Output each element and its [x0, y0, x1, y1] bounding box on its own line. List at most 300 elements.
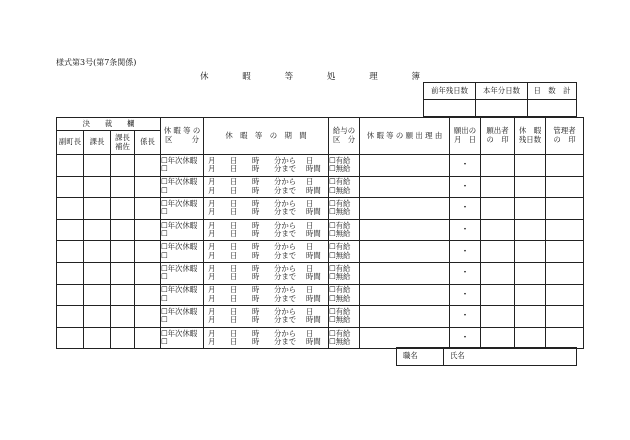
period-to-unit: 時間: [306, 293, 321, 303]
pay-type-cell[interactable]: [329, 306, 360, 328]
remaining-days-header-line1: 休 暇: [518, 126, 542, 136]
leave-type-cell[interactable]: [161, 198, 204, 220]
paid-checkbox[interactable]: ☐有給: [329, 285, 351, 295]
deputy-mayor-seal-cell[interactable]: [57, 262, 84, 284]
title-char: 簿: [411, 72, 420, 82]
period-from-unit: 日: [306, 263, 314, 273]
remaining-days-cell[interactable]: [515, 241, 546, 263]
period-from-unit: 時: [252, 155, 260, 165]
period-to-unit: 月: [208, 185, 216, 195]
table-row: [57, 155, 584, 177]
pay-type-cell[interactable]: [329, 176, 360, 198]
applicant-seal-cell[interactable]: [481, 198, 515, 220]
period-from-unit: 月: [208, 285, 216, 295]
group-chief-seal-cell[interactable]: [135, 306, 161, 328]
unpaid-checkbox[interactable]: ☐無給: [329, 315, 351, 325]
period-to-unit: 分まで: [274, 164, 297, 174]
section-chief-seal-cell[interactable]: [84, 306, 111, 328]
period-to-unit: 日: [230, 315, 238, 325]
leave-type-cell[interactable]: [161, 176, 204, 198]
applied-date-header: [450, 118, 481, 155]
assistant-chief-seal-cell[interactable]: [111, 198, 135, 220]
pay-type-header-line2: 区 分: [332, 135, 356, 144]
period-from-unit: 時: [252, 328, 260, 338]
manager-seal-header-line1: 管理者: [553, 126, 576, 136]
leave-type-cell[interactable]: [161, 306, 204, 328]
period-from-unit: 時: [252, 285, 260, 295]
period-from-unit: 月: [208, 242, 216, 252]
applicant-seal-header-line2: の 印: [486, 135, 509, 144]
period-from-unit: 日: [306, 220, 314, 230]
section-chief-seal-cell[interactable]: [84, 219, 111, 241]
applied-date-cell[interactable]: [450, 284, 481, 306]
prev-year-remaining-value[interactable]: [424, 100, 476, 117]
assistant-chief-seal-cell[interactable]: [111, 306, 135, 328]
other-leave-checkbox[interactable]: ☐: [161, 250, 168, 260]
deputy-mayor-seal-cell[interactable]: [57, 327, 84, 349]
pay-type-cell[interactable]: [329, 155, 360, 177]
period-to-unit: 日: [230, 229, 238, 239]
applicant-seal-cell[interactable]: [481, 306, 515, 328]
period-from-unit: 日: [230, 306, 238, 316]
position-field[interactable]: [397, 348, 444, 366]
other-leave-checkbox[interactable]: ☐: [161, 293, 168, 303]
period-from-unit: 分から: [274, 328, 297, 338]
date-separator-dot: ・: [460, 160, 470, 171]
applied-date-cell[interactable]: [450, 306, 481, 328]
period-cell[interactable]: [204, 241, 329, 263]
leave-type-cell[interactable]: [161, 262, 204, 284]
other-leave-checkbox[interactable]: ☐: [161, 337, 168, 347]
period-from-unit: 日: [306, 242, 314, 252]
other-leave-checkbox[interactable]: ☐: [161, 185, 168, 195]
manager-seal-header: [546, 118, 584, 155]
period-to-unit: 分まで: [274, 207, 297, 217]
unpaid-checkbox[interactable]: ☐無給: [329, 164, 351, 174]
unpaid-checkbox[interactable]: ☐無給: [329, 185, 351, 195]
period-cell[interactable]: [204, 284, 329, 306]
applied-date-cell[interactable]: [450, 262, 481, 284]
annual-leave-checkbox[interactable]: ☐年次休暇: [161, 328, 198, 338]
period-to-unit: 時: [252, 315, 260, 325]
period-to-unit: 時間: [306, 315, 321, 325]
period-to-unit: 日: [230, 185, 238, 195]
period-from-unit: 時: [252, 198, 260, 208]
unpaid-checkbox[interactable]: ☐無給: [329, 229, 351, 239]
period-cell[interactable]: [204, 262, 329, 284]
period-from-unit: 日: [306, 328, 314, 338]
applied-date-cell[interactable]: [450, 155, 481, 177]
period-to-unit: 時間: [306, 207, 321, 217]
remaining-days-cell[interactable]: [515, 155, 546, 177]
period-from-unit: 分から: [274, 285, 297, 295]
applicant-seal-cell[interactable]: [481, 219, 515, 241]
this-year-days-value[interactable]: [476, 100, 528, 117]
title-char: 等: [284, 72, 294, 82]
deputy-mayor-header: 副町長: [57, 131, 84, 155]
annual-leave-checkbox[interactable]: ☐年次休暇: [161, 285, 198, 295]
leave-type-header-char2: 分: [191, 135, 199, 144]
date-separator-dot: ・: [460, 246, 470, 257]
period-to-unit: 時: [252, 272, 260, 282]
deputy-mayor-seal-cell[interactable]: [57, 198, 84, 220]
group-chief-seal-cell[interactable]: [135, 327, 161, 349]
period-from-unit: 分から: [274, 263, 297, 273]
total-days-value[interactable]: [528, 100, 577, 117]
period-from-unit: 日: [230, 177, 238, 187]
date-separator-dot: ・: [460, 332, 470, 343]
remaining-days-header: [515, 118, 546, 155]
leave-type-cell[interactable]: [161, 219, 204, 241]
manager-seal-cell[interactable]: [546, 284, 584, 306]
group-chief-seal-cell[interactable]: [135, 284, 161, 306]
applied-date-cell[interactable]: [450, 241, 481, 263]
deputy-mayor-seal-cell[interactable]: [57, 155, 84, 177]
leave-type-cell[interactable]: [161, 241, 204, 263]
period-cell[interactable]: [204, 327, 329, 349]
manager-seal-cell[interactable]: [546, 241, 584, 263]
period-to-unit: 時間: [306, 164, 321, 174]
paid-checkbox[interactable]: ☐有給: [329, 263, 351, 273]
group-chief-seal-cell[interactable]: [135, 155, 161, 177]
assistant-chief-seal-cell[interactable]: [111, 155, 135, 177]
date-separator-dot: ・: [460, 203, 470, 214]
period-from-unit: 分から: [274, 220, 297, 230]
deputy-mayor-seal-cell[interactable]: [57, 241, 84, 263]
table-row: [57, 327, 584, 349]
period-from-unit: 月: [208, 306, 216, 316]
period-header: 休 暇 等 の 期 間: [204, 118, 329, 155]
period-cell[interactable]: [204, 176, 329, 198]
leave-type-header-char1: 区: [165, 135, 173, 144]
reason-cell[interactable]: [360, 241, 450, 263]
period-from-unit: 日: [230, 285, 238, 295]
paid-checkbox[interactable]: ☐有給: [329, 242, 351, 252]
remaining-days-cell[interactable]: [515, 262, 546, 284]
title-char: 休: [200, 72, 209, 82]
pay-type-cell[interactable]: [329, 198, 360, 220]
manager-seal-cell[interactable]: [546, 155, 584, 177]
period-to-unit: 月: [208, 229, 216, 239]
period-to-unit: 日: [230, 207, 238, 217]
group-chief-header: 係長: [135, 131, 161, 155]
pay-type-cell[interactable]: [329, 262, 360, 284]
period-from-unit: 分から: [274, 198, 297, 208]
approval-header: 決 裁 欄: [57, 118, 161, 131]
period-from-unit: 月: [208, 177, 216, 187]
paid-checkbox[interactable]: ☐有給: [329, 328, 351, 338]
section-chief-seal-cell[interactable]: [84, 241, 111, 263]
group-chief-seal-cell[interactable]: [135, 198, 161, 220]
remaining-days-cell[interactable]: [515, 284, 546, 306]
applicant-seal-cell[interactable]: [481, 262, 515, 284]
remaining-days-cell[interactable]: [515, 306, 546, 328]
title-char: 理: [369, 72, 378, 82]
period-from-unit: 分から: [274, 242, 297, 252]
table-row: [57, 198, 584, 220]
title-char: 処: [326, 72, 336, 82]
period-from-unit: 日: [306, 198, 314, 208]
period-to-unit: 分まで: [274, 229, 297, 239]
manager-seal-header-line2: の 印: [553, 135, 576, 144]
applied-date-day: 日: [468, 135, 476, 144]
other-leave-checkbox[interactable]: ☐: [161, 207, 168, 217]
section-chief-seal-cell[interactable]: [84, 327, 111, 349]
period-from-unit: 月: [208, 328, 216, 338]
assistant-chief-seal-cell[interactable]: [111, 241, 135, 263]
period-from-unit: 日: [306, 155, 314, 165]
applied-date-cell[interactable]: [450, 176, 481, 198]
paid-checkbox[interactable]: ☐有給: [329, 220, 351, 230]
applied-date-header-line1: 願出の: [453, 126, 477, 136]
other-leave-checkbox[interactable]: ☐: [161, 229, 168, 239]
unpaid-checkbox[interactable]: ☐無給: [329, 207, 351, 217]
other-leave-checkbox[interactable]: ☐: [161, 164, 168, 174]
annual-leave-checkbox[interactable]: ☐年次休暇: [161, 198, 198, 208]
period-to-unit: 時: [252, 185, 260, 195]
period-to-unit: 月: [208, 164, 216, 174]
paid-checkbox[interactable]: ☐有給: [329, 177, 351, 187]
applicant-seal-cell[interactable]: [481, 327, 515, 349]
period-to-unit: 月: [208, 207, 216, 217]
annual-leave-checkbox[interactable]: ☐年次休暇: [161, 263, 198, 273]
manager-seal-cell[interactable]: [546, 262, 584, 284]
assistant-chief-header: [111, 131, 135, 155]
signature-footer: [396, 347, 577, 366]
leave-days-summary: [423, 82, 577, 117]
period-to-unit: 時: [252, 337, 260, 347]
unpaid-checkbox[interactable]: ☐無給: [329, 293, 351, 303]
period-to-unit: 分まで: [274, 272, 297, 282]
other-leave-checkbox[interactable]: ☐: [161, 272, 168, 282]
period-from-unit: 月: [208, 155, 216, 165]
period-to-unit: 分まで: [274, 185, 297, 195]
section-chief-seal-cell[interactable]: [84, 284, 111, 306]
manager-seal-cell[interactable]: [546, 306, 584, 328]
period-cell[interactable]: [204, 155, 329, 177]
period-from-unit: 分から: [274, 155, 297, 165]
paid-checkbox[interactable]: ☐有給: [329, 198, 351, 208]
period-from-unit: 月: [208, 220, 216, 230]
assistant-chief-seal-cell[interactable]: [111, 327, 135, 349]
period-to-unit: 日: [230, 337, 238, 347]
prev-year-remaining-header: 前年残日数: [424, 83, 476, 100]
period-to-unit: 時間: [306, 337, 321, 347]
remaining-days-cell[interactable]: [515, 198, 546, 220]
table-row: [57, 219, 584, 241]
period-cell[interactable]: [204, 198, 329, 220]
period-to-unit: 時: [252, 293, 260, 303]
period-to-unit: 時: [252, 164, 260, 174]
period-from-unit: 日: [230, 242, 238, 252]
name-label: 氏名: [450, 351, 465, 361]
period-from-unit: 月: [208, 263, 216, 273]
pay-type-cell[interactable]: [329, 219, 360, 241]
annual-leave-checkbox[interactable]: ☐年次休暇: [161, 155, 198, 165]
group-chief-seal-cell[interactable]: [135, 176, 161, 198]
annual-leave-checkbox[interactable]: ☐年次休暇: [161, 242, 198, 252]
unpaid-checkbox[interactable]: ☐無給: [329, 250, 351, 260]
reason-cell[interactable]: [360, 306, 450, 328]
period-to-unit: 時間: [306, 250, 321, 260]
applied-date-cell[interactable]: [450, 327, 481, 349]
period-from-unit: 日: [230, 328, 238, 338]
section-chief-seal-cell[interactable]: [84, 198, 111, 220]
group-chief-seal-cell[interactable]: [135, 241, 161, 263]
date-separator-dot: ・: [460, 311, 470, 322]
annual-leave-checkbox[interactable]: ☐年次休暇: [161, 306, 198, 316]
period-cell[interactable]: [204, 306, 329, 328]
applied-date-month: 月: [454, 135, 462, 144]
period-to-unit: 時: [252, 250, 260, 260]
manager-seal-cell[interactable]: [546, 327, 584, 349]
deputy-mayor-seal-cell[interactable]: [57, 306, 84, 328]
table-row: [57, 262, 584, 284]
applied-date-cell[interactable]: [450, 219, 481, 241]
pay-type-header: [329, 118, 360, 155]
period-from-unit: 時: [252, 220, 260, 230]
period-from-unit: 月: [208, 198, 216, 208]
period-to-unit: 日: [230, 164, 238, 174]
period-to-unit: 時間: [306, 185, 321, 195]
table-row: [57, 241, 584, 263]
period-to-unit: 月: [208, 337, 216, 347]
period-to-unit: 時: [252, 207, 260, 217]
manager-seal-cell[interactable]: [546, 219, 584, 241]
manager-seal-cell[interactable]: [546, 176, 584, 198]
applicant-seal-header-line1: 願出者: [486, 126, 509, 136]
reason-cell[interactable]: [360, 262, 450, 284]
period-from-unit: 日: [306, 285, 314, 295]
period-from-unit: 日: [230, 263, 238, 273]
name-field[interactable]: [444, 348, 577, 366]
period-to-unit: 分まで: [274, 337, 297, 347]
reason-cell[interactable]: [360, 219, 450, 241]
period-from-unit: 分から: [274, 177, 297, 187]
reason-cell[interactable]: [360, 284, 450, 306]
unpaid-checkbox[interactable]: ☐無給: [329, 337, 351, 347]
applicant-seal-cell[interactable]: [481, 176, 515, 198]
period-from-unit: 日: [230, 155, 238, 165]
period-to-unit: 月: [208, 250, 216, 260]
applied-date-cell[interactable]: [450, 198, 481, 220]
pay-type-cell[interactable]: [329, 284, 360, 306]
reason-header: 休 暇 等 の 願 出 理 由: [360, 118, 450, 155]
assistant-chief-line1: 課長: [115, 132, 130, 142]
period-to-unit: 日: [230, 272, 238, 282]
annual-leave-checkbox[interactable]: ☐年次休暇: [161, 220, 198, 230]
period-to-unit: 時: [252, 229, 260, 239]
assistant-chief-seal-cell[interactable]: [111, 176, 135, 198]
pay-type-cell[interactable]: [329, 241, 360, 263]
reason-cell[interactable]: [360, 176, 450, 198]
date-separator-dot: ・: [460, 268, 470, 279]
applicant-seal-cell[interactable]: [481, 155, 515, 177]
unpaid-checkbox[interactable]: ☐無給: [329, 272, 351, 282]
leave-type-cell[interactable]: [161, 155, 204, 177]
deputy-mayor-seal-cell[interactable]: [57, 176, 84, 198]
pay-type-header-line1: 給与の: [332, 126, 356, 136]
title-char: 暇: [242, 72, 251, 82]
total-days-header: 日 数 計: [528, 83, 577, 100]
date-separator-dot: ・: [460, 289, 470, 300]
period-to-unit: 分まで: [274, 250, 297, 260]
remaining-days-cell[interactable]: [515, 176, 546, 198]
leave-record-table: [56, 117, 584, 349]
applicant-seal-cell[interactable]: [481, 284, 515, 306]
remaining-days-cell[interactable]: [515, 219, 546, 241]
period-from-unit: 時: [252, 177, 260, 187]
section-chief-seal-cell[interactable]: [84, 155, 111, 177]
form-id: 様式第3号(第7条関係): [56, 58, 137, 67]
reason-cell[interactable]: [360, 155, 450, 177]
other-leave-checkbox[interactable]: ☐: [161, 315, 168, 325]
paid-checkbox[interactable]: ☐有給: [329, 306, 351, 316]
period-to-unit: 分まで: [274, 315, 297, 325]
period-to-unit: 月: [208, 272, 216, 282]
period-from-unit: 時: [252, 263, 260, 273]
period-to-unit: 分まで: [274, 293, 297, 303]
leave-type-cell[interactable]: [161, 327, 204, 349]
assistant-chief-seal-cell[interactable]: [111, 262, 135, 284]
section-chief-header: 課長: [84, 131, 111, 155]
pay-type-cell[interactable]: [329, 327, 360, 349]
annual-leave-checkbox[interactable]: ☐年次休暇: [161, 177, 198, 187]
period-to-unit: 日: [230, 293, 238, 303]
leave-type-header-line1: 休 暇 等 の: [163, 126, 201, 136]
deputy-mayor-seal-cell[interactable]: [57, 284, 84, 306]
group-chief-seal-cell[interactable]: [135, 262, 161, 284]
period-to-unit: 月: [208, 293, 216, 303]
remaining-days-cell[interactable]: [515, 327, 546, 349]
period-to-unit: 時間: [306, 272, 321, 282]
deputy-mayor-seal-cell[interactable]: [57, 219, 84, 241]
form-title: [200, 70, 420, 82]
period-from-unit: 日: [306, 177, 314, 187]
period-to-unit: 時間: [306, 229, 321, 239]
applicant-seal-cell[interactable]: [481, 241, 515, 263]
remaining-days-header-line2: 残日数: [518, 135, 542, 144]
assistant-chief-seal-cell[interactable]: [111, 284, 135, 306]
period-from-unit: 日: [230, 198, 238, 208]
period-from-unit: 分から: [274, 306, 297, 316]
position-label: 職名: [403, 351, 418, 361]
period-from-unit: 日: [306, 306, 314, 316]
table-row: [57, 176, 584, 198]
assistant-chief-seal-cell[interactable]: [111, 219, 135, 241]
period-cell[interactable]: [204, 219, 329, 241]
table-row: [57, 306, 584, 328]
reason-cell[interactable]: [360, 198, 450, 220]
paid-checkbox[interactable]: ☐有給: [329, 155, 351, 165]
date-separator-dot: ・: [460, 181, 470, 192]
period-from-unit: 時: [252, 242, 260, 252]
period-from-unit: 日: [230, 220, 238, 230]
date-separator-dot: ・: [460, 224, 470, 235]
applicant-seal-header: [481, 118, 515, 155]
period-to-unit: 日: [230, 250, 238, 260]
manager-seal-cell[interactable]: [546, 198, 584, 220]
section-chief-seal-cell[interactable]: [84, 262, 111, 284]
leave-type-header: [161, 118, 204, 155]
assistant-chief-line2: 補佐: [115, 141, 130, 151]
reason-cell[interactable]: [360, 327, 450, 349]
group-chief-seal-cell[interactable]: [135, 219, 161, 241]
section-chief-seal-cell[interactable]: [84, 176, 111, 198]
this-year-days-header: 本年分日数: [476, 83, 528, 100]
period-from-unit: 時: [252, 306, 260, 316]
leave-type-cell[interactable]: [161, 284, 204, 306]
